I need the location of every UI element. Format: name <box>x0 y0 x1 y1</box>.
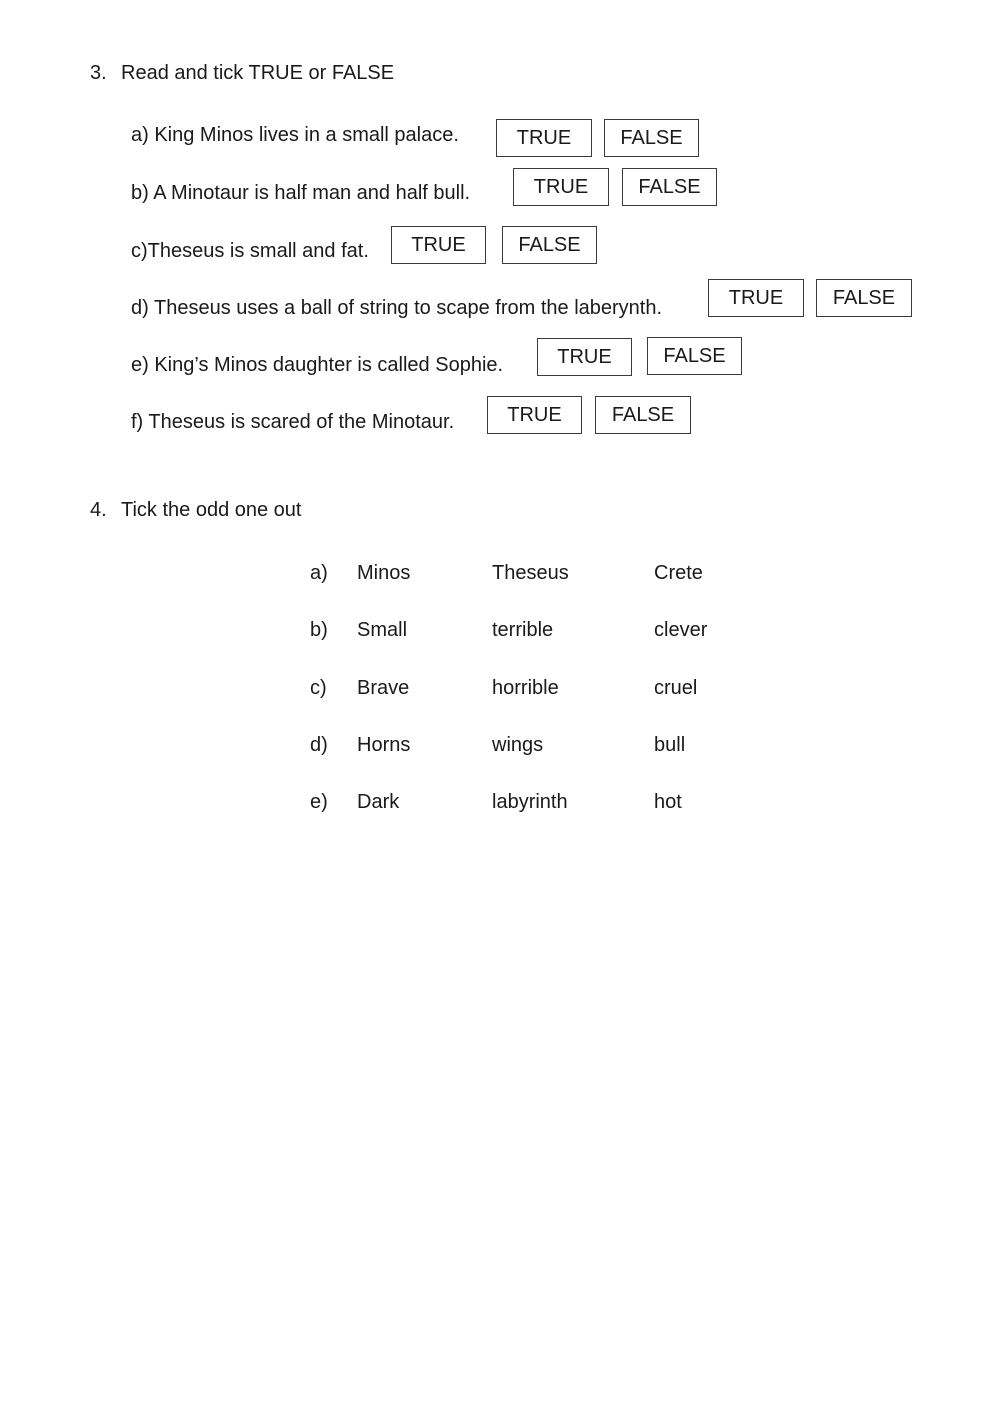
statement-f: f) Theseus is scared of the Minotaur. <box>131 411 455 433</box>
section-3-number: 3. <box>90 62 107 84</box>
true-box-b[interactable]: TRUE <box>513 168 609 206</box>
word-option[interactable]: Minos <box>357 562 411 584</box>
statement-b: b) A Minotaur is half man and half bull. <box>131 182 471 204</box>
row-letter: e) <box>310 791 328 813</box>
section-4-number: 4. <box>90 499 107 521</box>
word-option[interactable]: Horns <box>357 734 411 756</box>
false-box-b[interactable]: FALSE <box>622 168 717 206</box>
true-box-f[interactable]: TRUE <box>487 396 582 434</box>
section-4-title: Tick the odd one out <box>121 499 302 521</box>
false-box-e[interactable]: FALSE <box>647 337 742 375</box>
word-option[interactable]: labyrinth <box>492 791 568 813</box>
true-box-d[interactable]: TRUE <box>708 279 804 317</box>
word-option[interactable]: Brave <box>357 677 410 699</box>
word-option[interactable]: horrible <box>492 677 559 699</box>
row-letter: b) <box>310 619 328 641</box>
section-3-title: Read and tick TRUE or FALSE <box>121 62 395 84</box>
true-box-e[interactable]: TRUE <box>537 338 632 376</box>
statement-d: d) Theseus uses a ball of string to scape from the laberynth. <box>131 297 663 319</box>
false-box-f[interactable]: FALSE <box>595 396 691 434</box>
word-option[interactable]: Crete <box>654 562 703 584</box>
row-letter: c) <box>310 677 327 699</box>
word-option[interactable]: Dark <box>357 791 400 813</box>
true-box-a[interactable]: TRUE <box>496 119 592 157</box>
word-option[interactable]: hot <box>654 791 682 813</box>
false-box-c[interactable]: FALSE <box>502 226 597 264</box>
false-box-a[interactable]: FALSE <box>604 119 699 157</box>
row-letter: d) <box>310 734 328 756</box>
word-option[interactable]: cruel <box>654 677 698 699</box>
word-option[interactable]: clever <box>654 619 708 641</box>
statement-e: e) King’s Minos daughter is called Sophie. <box>131 354 504 376</box>
word-option[interactable]: bull <box>654 734 686 756</box>
word-option[interactable]: terrible <box>492 619 554 641</box>
statement-c: c)Theseus is small and fat. <box>131 240 369 262</box>
row-letter: a) <box>310 562 328 584</box>
false-box-d[interactable]: FALSE <box>816 279 912 317</box>
true-box-c[interactable]: TRUE <box>391 226 486 264</box>
statement-a: a) King Minos lives in a small palace. <box>131 124 459 146</box>
word-option[interactable]: Small <box>357 619 408 641</box>
word-option[interactable]: wings <box>492 734 544 756</box>
word-option[interactable]: Theseus <box>492 562 569 584</box>
